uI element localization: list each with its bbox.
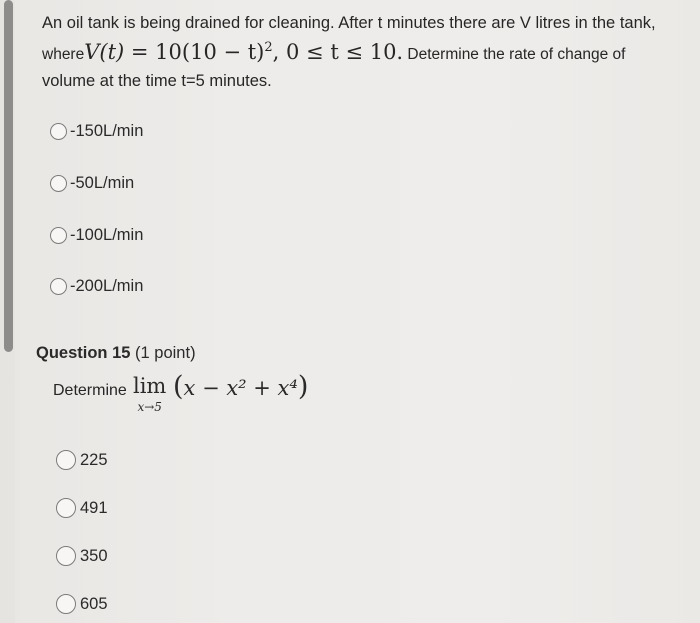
radio-button[interactable] xyxy=(50,278,67,295)
q14-option-4[interactable] xyxy=(50,277,143,296)
lim-word: lim xyxy=(133,374,167,398)
limit-operator xyxy=(133,374,166,414)
q14-option-2-label: -50L/min xyxy=(70,174,135,192)
formula-eq: = 10(10 − t) xyxy=(124,40,265,64)
q14-option-2[interactable] xyxy=(50,174,134,193)
determine-word: Determine xyxy=(53,382,127,399)
question-14-line2-tail: Determine the rate of change of xyxy=(403,46,626,63)
q14-option-4-label: -200L/min xyxy=(70,277,144,295)
q15-option-2[interactable] xyxy=(56,498,108,518)
radio-button[interactable] xyxy=(50,123,67,140)
radio-button[interactable] xyxy=(56,498,76,518)
q15-option-1-label: 225 xyxy=(80,450,108,469)
question-14-line3: volume at the time t=5 minutes. xyxy=(42,72,272,90)
formula xyxy=(84,40,403,64)
q14-option-3[interactable] xyxy=(50,226,143,245)
radio-button[interactable] xyxy=(50,175,67,192)
question-14-line1: An oil tank is being drained for cleaning. After t minutes there are V litres in the tank, xyxy=(42,14,656,32)
formula-domain: , 0 ≤ t ≤ 10. xyxy=(272,40,404,64)
question-14-text xyxy=(42,10,692,95)
question-15-prompt xyxy=(53,370,453,420)
q15-option-3[interactable] xyxy=(56,546,108,566)
q15-option-1[interactable] xyxy=(56,450,108,470)
q14-option-1-label: -150L/min xyxy=(70,122,144,140)
scrollbar-thumb[interactable] xyxy=(4,0,13,352)
q15-option-3-label: 350 xyxy=(80,546,108,565)
formula-exp: 2 xyxy=(264,40,273,55)
radio-button[interactable] xyxy=(56,546,76,566)
radio-button[interactable] xyxy=(56,450,76,470)
radio-button[interactable] xyxy=(56,594,76,614)
question-14-line2 xyxy=(42,37,692,68)
question-15-title xyxy=(36,344,196,363)
formula-lhs: V(t) xyxy=(84,40,125,64)
question-15-points: (1 point) xyxy=(130,344,196,362)
q15-option-4-label: 605 xyxy=(80,594,108,613)
q15-option-2-label: 491 xyxy=(80,498,108,517)
lim-subscript: x→5 xyxy=(137,400,162,414)
q14-option-1[interactable] xyxy=(50,122,143,141)
question-15-number: Question 15 xyxy=(36,344,131,362)
limit-expression: (x − x² + x⁴) xyxy=(173,371,309,402)
q15-option-4[interactable] xyxy=(56,594,108,614)
expression: x − x² + x⁴ xyxy=(183,376,298,400)
radio-button[interactable] xyxy=(50,227,67,244)
scrollbar[interactable] xyxy=(0,0,15,623)
q14-option-3-label: -100L/min xyxy=(70,226,144,244)
where-word: where xyxy=(42,46,85,63)
